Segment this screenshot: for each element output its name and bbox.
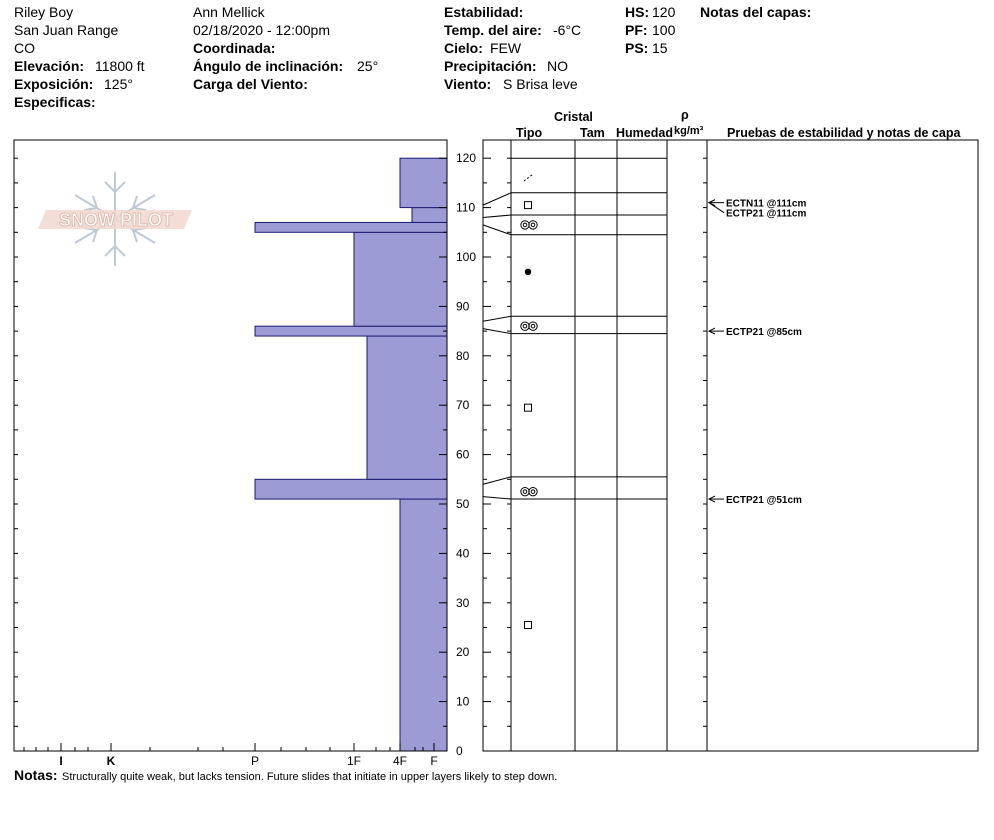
elevation-label: Elevación: <box>14 58 85 74</box>
stability-test-label: ECTP21 @85cm <box>726 327 802 339</box>
notes-section <box>14 767 557 785</box>
layer-notes-label: Notas del capas: <box>700 4 812 20</box>
snowpilot-logo <box>38 172 192 266</box>
hs-value: 120 <box>652 4 676 20</box>
hs-label: HS: <box>625 4 650 20</box>
hardness-tick-label: F <box>430 754 438 768</box>
ps-label: PS: <box>625 40 649 56</box>
depth-hoar-icon <box>521 322 537 330</box>
layer-connector <box>483 215 511 217</box>
precip-label: Precipitación: <box>444 58 537 74</box>
moisture-column-header: Humedad <box>616 126 673 140</box>
crystal-column-header: Cristal <box>554 110 593 124</box>
air-temp-label: Temp. del aire: <box>444 22 542 38</box>
precip-value: NO <box>547 58 568 74</box>
new-snow-stroke <box>524 175 532 181</box>
wind-value: S Brisa leve <box>503 76 578 92</box>
y-tick-label: 90 <box>456 299 470 314</box>
pf-label: PF: <box>625 22 648 38</box>
observation-datetime: 02/18/2020 - 12:00pm <box>193 22 330 38</box>
y-tick-label: 30 <box>456 595 470 610</box>
size-column-header: Tam <box>580 126 605 140</box>
y-tick-label: 80 <box>456 348 470 363</box>
crystal-frame <box>483 140 978 751</box>
y-tick-label: 0 <box>456 744 463 758</box>
hardness-bar <box>354 232 447 326</box>
new-snow-icon <box>524 175 532 181</box>
faceted-grain-icon <box>525 404 532 411</box>
hardness-bar <box>255 326 447 336</box>
tests-column-header: Pruebas de estabilidad y notas de capa <box>727 126 961 140</box>
range-name: San Juan Range <box>14 22 119 38</box>
specifics-label: Especificas: <box>14 94 96 110</box>
aspect-value: 125° <box>104 76 133 92</box>
logo-text: SNOW PILOT <box>59 210 173 230</box>
hardness-bar <box>412 208 447 223</box>
state-name: CO <box>14 40 35 56</box>
hardness-tick-label: P <box>250 754 260 768</box>
wind-label: Viento: <box>444 76 492 92</box>
location-name: Riley Boy <box>14 4 74 20</box>
hardness-bar <box>255 479 447 499</box>
notes-label: Notas: <box>14 767 58 783</box>
y-tick-label: 60 <box>456 447 470 462</box>
wind-load-label: Carga del Viento: <box>193 76 308 92</box>
stability-label: Estabilidad: <box>444 4 524 20</box>
air-temp-value: -6°C <box>553 22 582 38</box>
hardness-tick-label: 4F <box>392 754 408 768</box>
coordinate-label: Coordinada: <box>193 40 276 56</box>
stability-test-label: ECTN11 @111cm <box>726 198 807 210</box>
stability-test-label: ECTP21 @111cm <box>726 208 807 220</box>
density-symbol-header: ρ <box>681 108 689 122</box>
depth-hoar-ring <box>521 322 529 330</box>
pf-value: 100 <box>652 22 676 38</box>
layer-connector <box>483 477 511 484</box>
faceted-grain-icon <box>525 622 532 629</box>
hardness-tick-label: K <box>106 754 116 768</box>
y-tick-label: 100 <box>456 250 477 264</box>
hardness-bar <box>400 158 447 207</box>
sky-label: Cielo: <box>444 40 483 56</box>
layer-connector <box>483 193 511 205</box>
layer-connector <box>483 329 511 334</box>
stability-test-label: ECTP21 @51cm <box>726 495 802 507</box>
depth-hoar-ring <box>529 487 537 495</box>
y-tick-label: 40 <box>456 546 470 561</box>
rounded-grain-icon <box>525 269 531 275</box>
hardness-tick-label: I <box>59 754 63 768</box>
depth-hoar-ring <box>529 221 537 229</box>
layer-connector <box>483 316 511 321</box>
depth-hoar-core <box>523 324 527 328</box>
y-tick-label: 50 <box>456 497 470 511</box>
incline-label: Ángulo de inclinación: <box>193 58 344 74</box>
depth-hoar-core <box>523 223 527 227</box>
density-unit-header: kg/m³ <box>674 125 704 137</box>
depth-hoar-icon <box>521 221 537 229</box>
sky-value: FEW <box>490 40 522 56</box>
hardness-bar <box>400 499 447 751</box>
depth-hoar-core <box>531 490 535 494</box>
hardness-bar <box>255 222 447 232</box>
depth-hoar-ring <box>521 221 529 229</box>
incline-value: 25° <box>357 58 379 74</box>
y-tick-label: 120 <box>456 151 477 166</box>
layer-connector <box>483 497 511 499</box>
y-tick-label: 10 <box>456 694 470 709</box>
depth-hoar-core <box>531 223 535 227</box>
hardness-tick-label: 1F <box>346 754 362 768</box>
notes-text: Structurally quite weak, but lacks tension. Future slides that initiate in upper layers likely to step down. <box>62 771 558 783</box>
faceted-grain-icon <box>525 202 532 209</box>
y-tick-label: 20 <box>456 645 470 660</box>
hardness-bar <box>367 336 447 479</box>
depth-hoar-core <box>523 490 527 494</box>
aspect-label: Exposición: <box>14 76 94 92</box>
y-tick-label: 110 <box>456 200 476 215</box>
layer-connector <box>483 225 511 235</box>
elevation-value: 11800 ft <box>95 58 145 74</box>
type-column-header: Tipo <box>516 126 543 140</box>
depth-hoar-icon <box>521 487 537 495</box>
depth-hoar-ring <box>529 322 537 330</box>
depth-hoar-ring <box>521 487 529 495</box>
ps-value: 15 <box>652 40 668 56</box>
observer-name: Ann Mellick <box>193 4 265 20</box>
depth-hoar-core <box>531 324 535 328</box>
y-tick-label: 70 <box>456 398 470 413</box>
